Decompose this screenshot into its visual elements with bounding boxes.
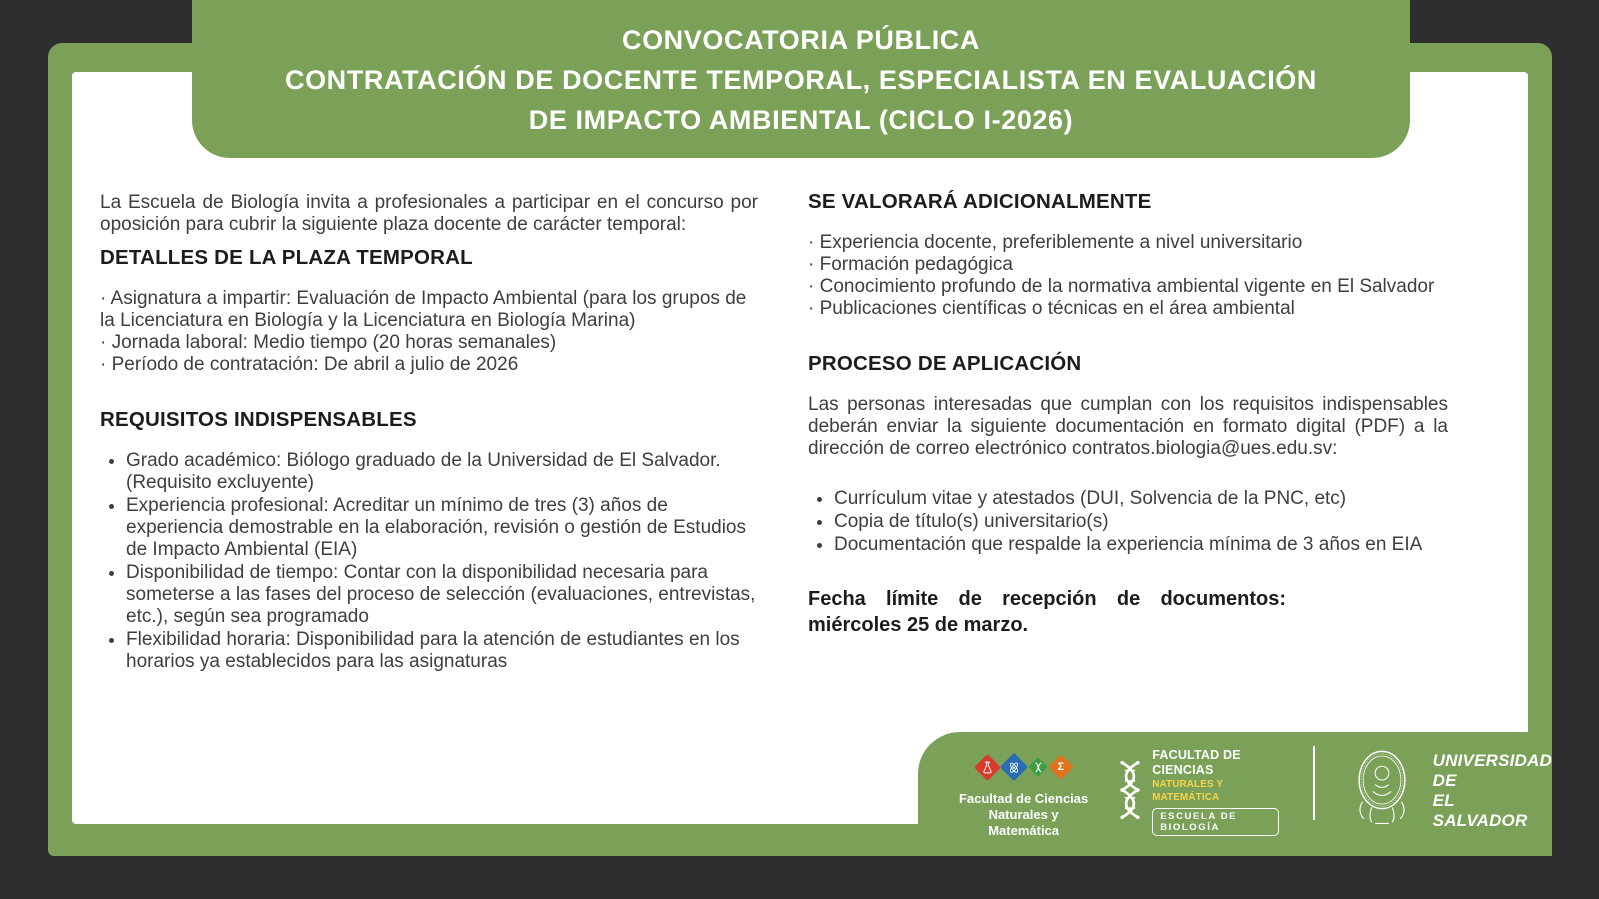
list-item: • Documentación que respalde la experiencia mínima de 3 años en EIA — [834, 534, 1448, 556]
proceso-list — [808, 488, 1448, 556]
list-item: · Formación pedagógica — [808, 254, 1013, 275]
bio-line2: NATURALES Y MATEMÁTICA — [1152, 779, 1224, 803]
header-banner — [192, 0, 1410, 158]
list-item: • Disponibilidad de tiempo: Contar con la disponibilidad necesaria para someterse a las fases del proceso de selección (evaluaciones, entrevistas, etc.), según sea programado — [126, 562, 758, 628]
list-item: · Asignatura a impartir: Evaluación de Impacto Ambiental (para los grupos de la Licenciatura en Biología y la Licenciatura en Biología Marina) — [100, 288, 747, 331]
left-column — [100, 192, 758, 674]
poster-title-line3: DE IMPACTO AMBIENTAL (CICLO I-2026) — [528, 105, 1074, 135]
fcnm-caption-line2: Naturales y Matemática — [988, 807, 1060, 838]
escuela-biologia-logo — [1117, 748, 1279, 836]
requisitos-list — [100, 450, 758, 673]
deadline-line2: miércoles 25 de marzo. — [808, 614, 1029, 636]
intro-paragraph: La Escuela de Biología invita a profesionales a participar en el concurso por oposición para cubrir la siguiente plaza docente de carácter temporal: — [100, 192, 758, 235]
fcnm-caption — [956, 791, 1091, 839]
list-item: • Currículum vitae y atestados (DUI, Solvencia de la PNC, etc) — [834, 488, 1448, 510]
ues-line2: EL SALVADOR — [1432, 790, 1528, 830]
detalles-heading: DETALLES DE LA PLAZA TEMPORAL — [100, 246, 473, 269]
list-item: · Publicaciones científicas o técnicas en el área ambiental — [808, 298, 1295, 319]
valorara-heading: SE VALORARÁ ADICIONALMENTE — [808, 190, 1152, 213]
valorara-list — [808, 232, 1448, 320]
list-item: • Experiencia profesional: Acreditar un mínimo de tres (3) años de experiencia demostrable en la elaboración, revisión o gestión de Estudios de Impacto Ambiental (EIA) — [126, 495, 758, 561]
footer-divider — [1313, 746, 1314, 820]
right-column — [808, 190, 1448, 638]
atom-icon — [999, 753, 1027, 781]
deadline-line1: Fecha límite de recepción de documentos: — [808, 588, 1286, 610]
escuela-biologia-text — [1152, 748, 1279, 836]
list-item: • Grado académico: Biólogo graduado de la Universidad de El Salvador. (Requisito excluyente) — [126, 450, 758, 494]
escuela-biologia-badge: ESCUELA DE BIOLOGÍA — [1152, 808, 1279, 836]
ues-logo — [1345, 748, 1552, 833]
poster-title-line1: CONVOCATORIA PÚBLICA — [621, 25, 980, 55]
flask-icon — [974, 754, 1001, 781]
chromosome-icon — [1028, 757, 1048, 777]
ues-line1: UNIVERSIDAD DE — [1432, 750, 1552, 790]
proceso-heading: PROCESO DE APLICACIÓN — [808, 352, 1082, 375]
deadline-note — [808, 586, 1286, 638]
fcnm-logo — [956, 752, 1091, 839]
requisitos-heading: REQUISITOS INDISPENSABLES — [100, 408, 417, 431]
proceso-paragraph: Las personas interesadas que cumplan con los requisitos indispensables deberán enviar la siguiente documentación en formato digital (PDF) a la dirección de correo electrónico contratos.biologia@ues.edu.sv: — [808, 394, 1448, 459]
list-item: · Período de contratación: De abril a julio de 2026 — [100, 354, 519, 375]
list-item: • Flexibilidad horaria: Disponibilidad para la atención de estudiantes en los horarios ya establecidos para las asignaturas — [126, 629, 758, 673]
list-item: • Copia de título(s) universitario(s) — [834, 511, 1448, 533]
ues-text — [1433, 751, 1552, 831]
ues-seal-icon — [1345, 748, 1419, 833]
sigma-icon: Σ — [1048, 754, 1073, 779]
dna-helix-icon — [1117, 759, 1143, 826]
fcnm-diamond-icons — [978, 752, 1070, 782]
list-item: · Conocimiento profundo de la normativa ambiental vigente en El Salvador — [808, 276, 1435, 297]
poster-title-line2: CONTRATACIÓN DE DOCENTE TEMPORAL, ESPECIALISTA EN EVALUACIÓN — [284, 65, 1318, 95]
fcnm-caption-line1: Facultad de Ciencias — [958, 791, 1089, 806]
bio-line1: FACULTAD DE CIENCIAS — [1152, 748, 1241, 777]
list-item: · Experiencia docente, preferiblemente a nivel universitario — [808, 232, 1303, 253]
footer-logo-panel — [918, 732, 1552, 856]
detalles-list — [100, 288, 758, 376]
list-item: · Jornada laboral: Medio tiempo (20 horas semanales) — [100, 332, 557, 353]
